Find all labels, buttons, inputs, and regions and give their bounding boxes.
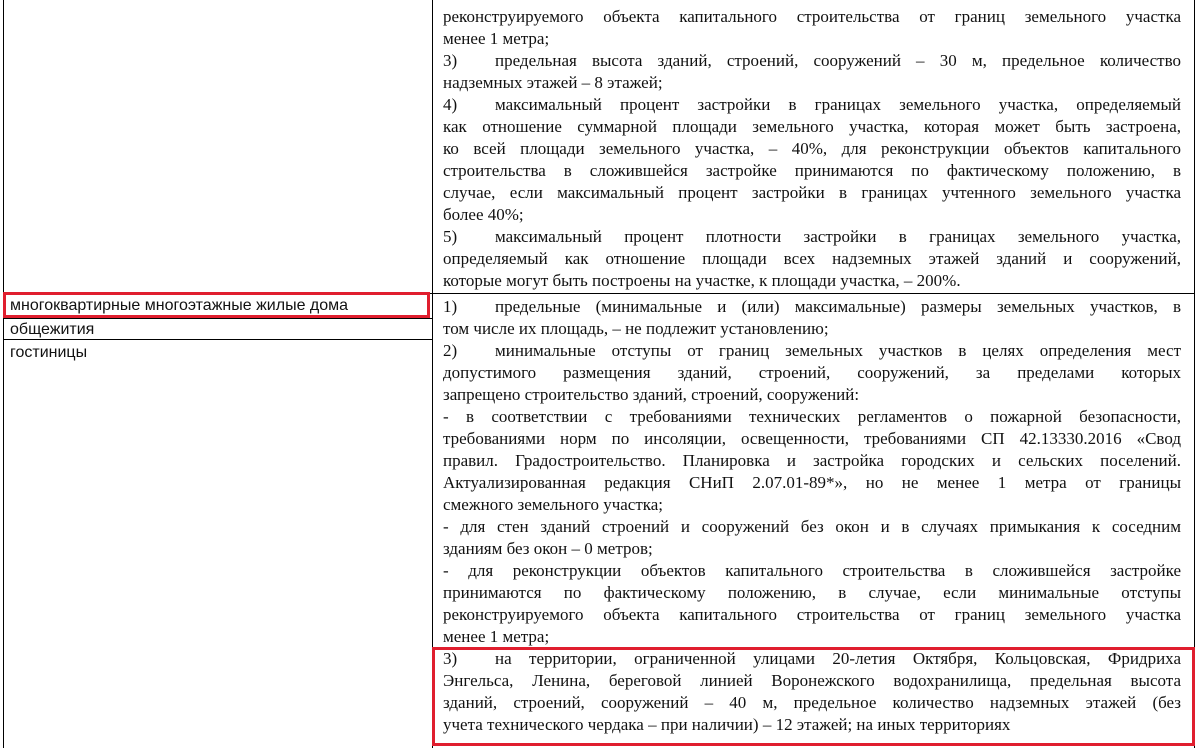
top-section-line: строительства в сложившейся застройке принимаются по фактическому положению, в — [443, 161, 1181, 180]
clause-text: максимальный процент плотности застройки в границах земельного участка, — [495, 227, 1181, 246]
clause-number: 1) — [443, 297, 458, 316]
bottom-section-line: Энгельса, Ленина, береговой линией Воронежского водохранилища, предельная высота — [443, 671, 1181, 690]
table-border-left — [3, 0, 4, 748]
bottom-section-line — [443, 648, 1181, 670]
regulations-text-bottom — [443, 296, 1181, 748]
clause-number: 2) — [443, 341, 458, 360]
top-section-line: менее 1 метра; — [443, 29, 550, 48]
clause-text: минимальные отступы от границ земельных участков в целях определения мест — [495, 341, 1181, 360]
table-column-divider — [432, 0, 433, 748]
clause-text: максимальный процент застройки в границах земельного участка, определяемый — [495, 95, 1181, 114]
left-cell-divider — [3, 318, 433, 319]
bottom-section-line: допустимого размещения зданий, строений, сооружений, за пределами которых — [443, 363, 1181, 382]
bottom-section-line: зданий, строений, сооружений – 40 м, предельное количество надземных этажей (без — [443, 693, 1181, 712]
bottom-section-line: Актуализированная редакция СНиП 2.07.01-89*», но не менее 1 метра от границы — [443, 473, 1181, 492]
bottom-section-line: - для стен зданий строений и сооружений без окон и в случаях примыкания к соседним — [443, 517, 1181, 536]
clause-number: 5) — [443, 227, 458, 246]
bottom-section-line — [443, 296, 1181, 318]
land-use-type-dormitories: общежития — [10, 321, 95, 338]
table-row-divider — [3, 293, 1195, 294]
table-border-right — [1194, 0, 1195, 748]
clause-text: предельная высота зданий, строений, сооружений – 30 м, предельное количество — [495, 51, 1181, 70]
bottom-section-line: - в соответствии с требованиями технических регламентов о пожарной безопасности, — [443, 407, 1181, 426]
bottom-section-line: требованиями норм по инсоляции, освещенности, требованиями СП 42.13330.2016 «Свод — [443, 429, 1181, 448]
bottom-section-line: принимаются по фактическому положению, в случае, если минимальные отступы — [443, 583, 1181, 602]
top-section-line — [443, 226, 1181, 248]
bottom-section-line: реконструируемого объекта капитального строительства от границ земельного участка — [443, 605, 1181, 624]
land-use-type-hotels: гостиницы — [10, 344, 88, 361]
bottom-section-line: - для реконструкции объектов капитального строительства в сложившейся застройке — [443, 561, 1181, 580]
bottom-section-line: смежного земельного участка; — [443, 495, 664, 514]
top-section-line: ко всей площади земельного участка, – 40%, для реконструкции объектов капитального — [443, 139, 1181, 158]
clause-text: на территории, ограниченной улицами 20-летия Октября, Кольцовская, Фридриха — [495, 649, 1181, 668]
bottom-section-line: зданиям без окон – 0 метров; — [443, 539, 653, 558]
bottom-section-line — [443, 340, 1181, 362]
top-section-line — [443, 94, 1181, 116]
top-section-line: которые могут быть построены на участке, к площади участка, – 200%. — [443, 271, 961, 290]
land-use-type-apartment-buildings: многоквартирные многоэтажные жилые дома — [10, 297, 349, 314]
top-section-line: определяемый как отношение площади всех надземных этажей зданий и сооружений, — [443, 249, 1181, 268]
left-cell-divider — [3, 339, 433, 340]
bottom-section-line: менее 1 метра; — [443, 627, 550, 646]
regulations-text-top — [443, 6, 1181, 292]
bottom-section-line: запрещено строительство зданий, строений, сооружений: — [443, 385, 860, 404]
bottom-section-line: правил. Градостроительство. Планировка и застройка городских и сельских поселений. — [443, 451, 1181, 470]
top-section-line: случае, если максимальный процент застройки в границах учтенного земельного участка — [443, 183, 1181, 202]
clause-number: 3) — [443, 51, 458, 70]
bottom-section-line: учета технического чердака – при наличии) – 12 этажей; на иных территориях — [443, 715, 1011, 734]
clause-number: 3) — [443, 649, 458, 668]
clause-number: 4) — [443, 95, 458, 114]
top-section-line: более 40%; — [443, 205, 524, 224]
top-section-line — [443, 50, 1181, 72]
top-section-line: реконструируемого объекта капитального строительства от границ земельного участка — [443, 7, 1181, 26]
top-section-line: надземных этажей – 8 этажей; — [443, 73, 663, 92]
clause-text: предельные (минимальные и (или) максимальные) размеры земельных участков, в — [495, 297, 1181, 316]
bottom-section-line: том числе их площадь, – не подлежит установлению; — [443, 319, 829, 338]
top-section-line: как отношение суммарной площади земельного участка, которая может быть застроена, — [443, 117, 1181, 136]
